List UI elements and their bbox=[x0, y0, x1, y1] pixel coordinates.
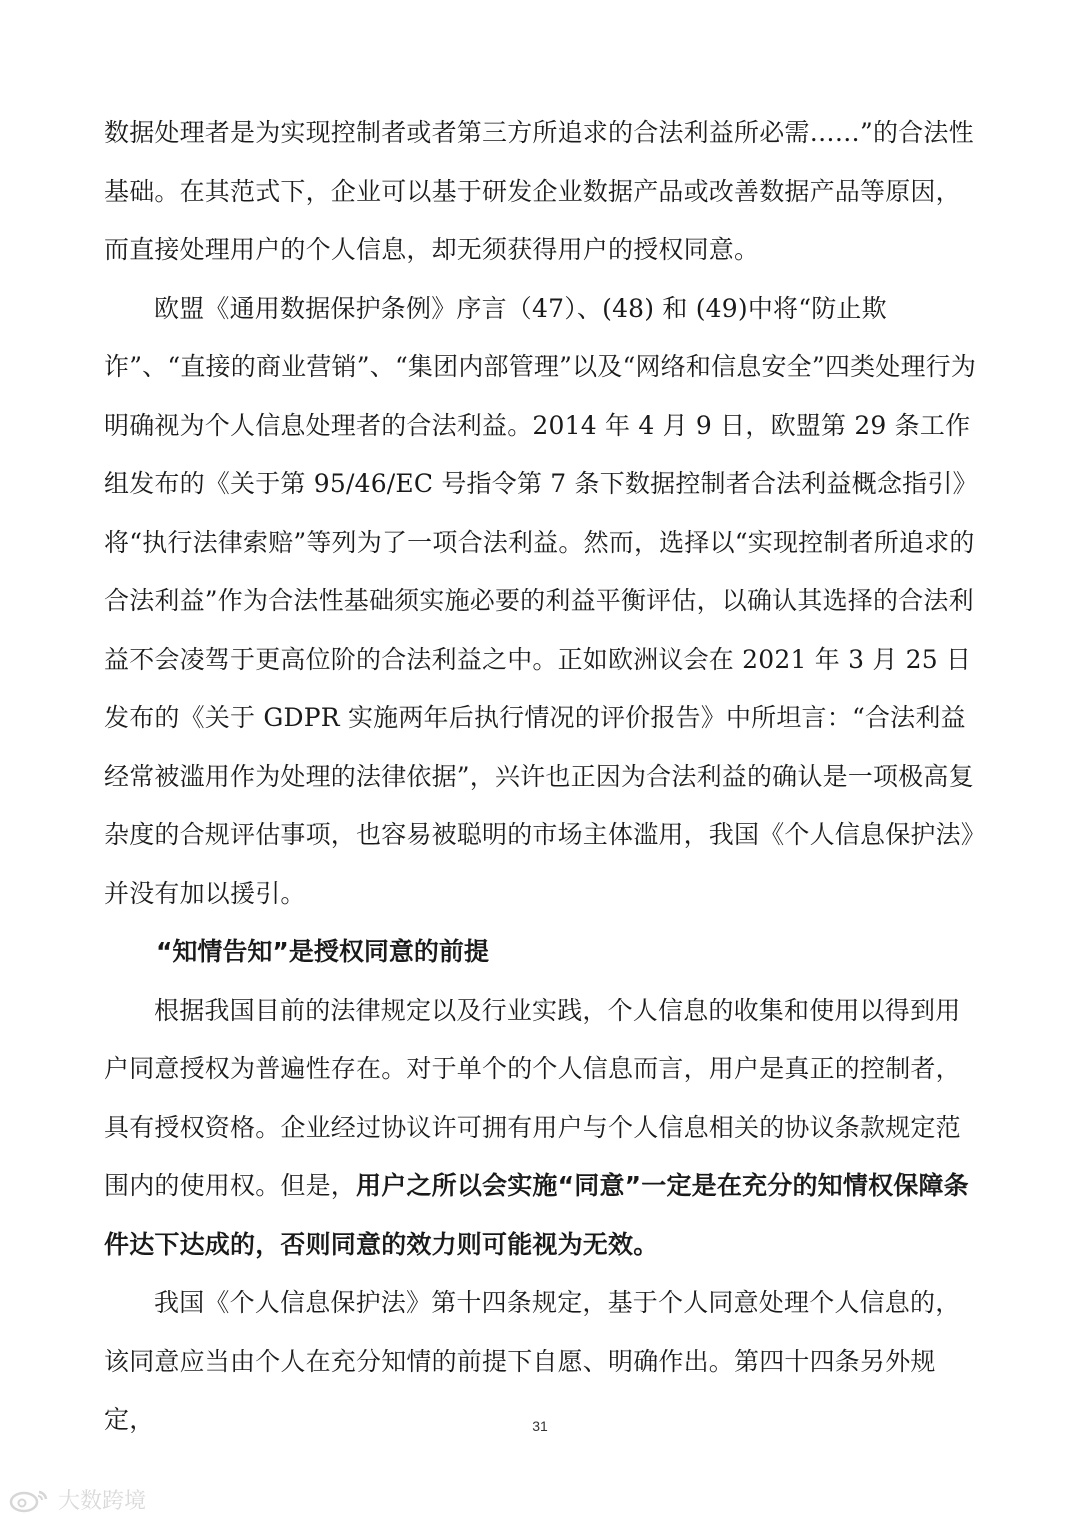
page-number: 31 bbox=[532, 1418, 548, 1434]
paragraph-3 bbox=[104, 982, 978, 1275]
weibo-like-logo-icon bbox=[8, 1486, 52, 1514]
watermark-text: 大数跨境 bbox=[58, 1489, 147, 1514]
paragraph-3-normal: 根据我国目前的法律规定以及行业实践，个人信息的收集和使用以得到用户同意授权为普遍性存在。对于单个的个人信息而言，用户是真正的控制者，具有授权资格。企业经过协议许可拥有用户与个人信息相关的协议条款规定范围内的使用权。但是， bbox=[104, 995, 961, 1200]
paragraph-1: 数据处理者是为实现控制者或者第三方所追求的合法利益所必需……”的合法性基础。在其范式下，企业可以基于研发企业数据产品或改善数据产品等原因，而直接处理用户的个人信息，却无须获得用户的授权同意。 bbox=[104, 118, 974, 264]
paragraph-3-bold: 用户之所以会实施“同意”一定是在充分的知情权保障条件达下达成的，否则同意的效力则可能视为无效。 bbox=[104, 1171, 969, 1259]
section-heading: “知情告知”是授权同意的前提 bbox=[156, 937, 489, 966]
paragraph-2: 欧盟《通用数据保护条例》序言（47）、(48) 和 (49)中将“防止欺诈”、“直接的商业营销”、“集团内部管理”以及“网络和信息安全”四类处理行为明确视为个人信息处理者的合法利益。2014 年 4 月 9 日，欧盟第 29 条工作组发布的《关于第 95/46/EC 号指令第 7 条下数据控制者合法利益概念指引》将“执行法律索赔”等列为了一项合法利益。然而，选择以“实现控制者所追求的合法利益”作为合法性基础须实施必要的利益平衡评估，以确认其选择的合法利益不会凌驾于更高位阶的合法利益之中。正如欧洲议会在 2021 年 3 月 25 日发布的《关于 GDPR 实施两年后执行情况的评价报告》中所坦言：“合法利益经常被滥用作为处理的法律依据”，兴许也正因为合法利益的确认是一项极高复杂度的合规评估事项，也容易被聪明的市场主体滥用，我国《个人信息保护法》并没有加以援引。 bbox=[104, 293, 978, 908]
document-body bbox=[104, 104, 978, 1450]
paragraph-4: 我国《个人信息保护法》第十四条规定，基于个人同意处理个人信息的，该同意应当由个人在充分知情的前提下自愿、明确作出。第四十四条另外规定， bbox=[104, 1288, 961, 1434]
watermark bbox=[8, 1484, 146, 1515]
